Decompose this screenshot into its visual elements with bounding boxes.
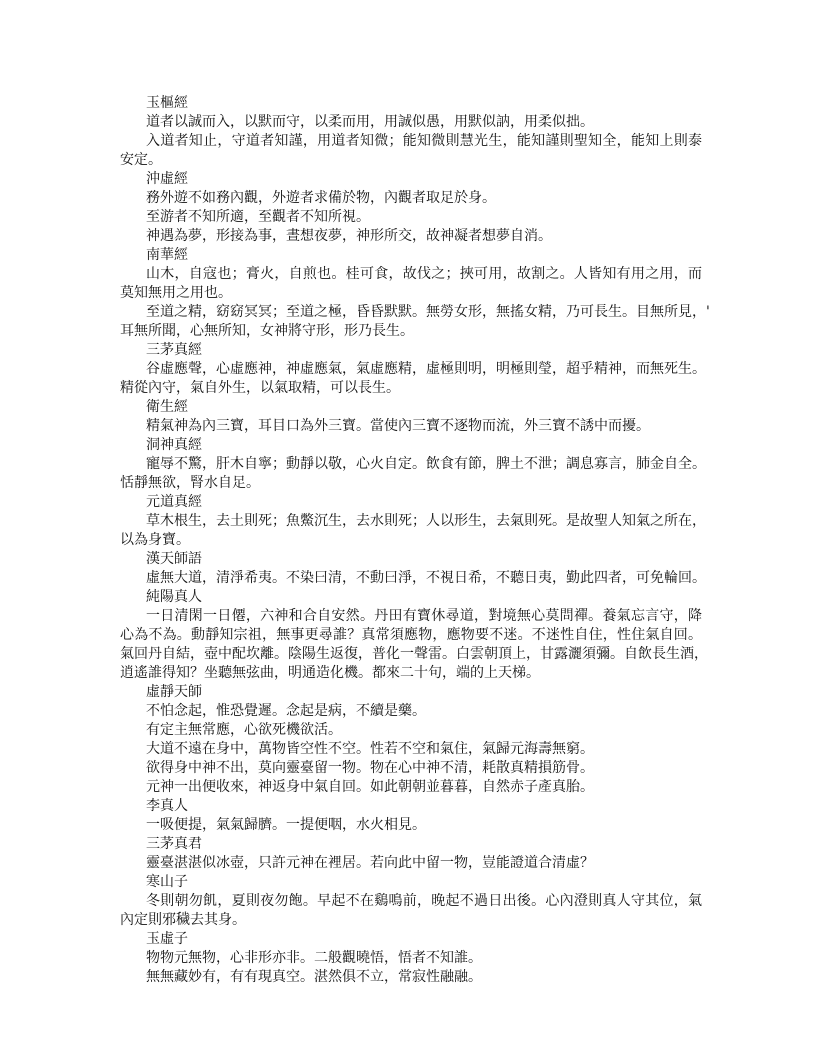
document-page — [120, 94, 710, 987]
section-heading — [120, 683, 702, 702]
text-line: 氣回丹自結，壺中配坎離。陰陽生返復，普化一聲雷。白雲朝頂上，甘露灑須彌。自飲長生酒， — [120, 646, 708, 662]
paragraph — [120, 702, 702, 721]
section-heading — [120, 94, 702, 113]
section-heading — [120, 873, 702, 892]
section-heading — [120, 398, 702, 417]
text-line: 山木，自寇也；膏火，自煎也。桂可食，故伐之；挾可用，故割之。人皆知有用之用，而 — [146, 266, 702, 282]
paragraph — [120, 113, 702, 132]
text-line: 不怕念起，惟恐覺遲。念起是病，不續是藥。 — [146, 703, 426, 719]
paragraph — [120, 816, 702, 835]
text-line: 冬則朝勿飢，夏則夜勿飽。早起不在鷄鳴前，晚起不過日出後。心內澄則真人守其位，氣 — [146, 893, 702, 909]
heading-text: 純陽真人 — [146, 589, 202, 605]
heading-text: 三茅真君 — [146, 836, 202, 852]
section-heading — [120, 493, 702, 512]
text-line: 安定。 — [120, 152, 162, 168]
heading-text: 元道真經 — [146, 494, 202, 510]
heading-text: 南華經 — [146, 247, 188, 263]
paragraph — [120, 189, 702, 208]
text-line: 無無藏妙有，有有現真空。湛然俱不立，常寂性融融。 — [146, 969, 482, 985]
text-line: 內定則邪穢去其身。 — [120, 912, 246, 928]
section-heading — [120, 341, 702, 360]
text-line: 虛無大道，清淨希夷。不染曰清，不動曰淨，不視日希，不聽日夷，勤此四者，可免輪回。 — [146, 570, 706, 586]
section-heading — [120, 170, 702, 189]
paragraph — [120, 417, 702, 436]
section-heading — [120, 930, 702, 949]
heading-text: 玉虛子 — [146, 931, 188, 947]
paragraph — [120, 854, 702, 873]
text-line: 欲得身中神不出，莫向靈臺留一物。物在心中神不清，耗散真精損筋骨。 — [146, 760, 594, 776]
text-line: 物物元無物，心非形亦非。二般觀曉悟，悟者不知誰。 — [146, 950, 482, 966]
heading-text: 洞神真經 — [146, 437, 202, 453]
text-line: 一吸便提，氣氣歸臍。一提便咽，水火相見。 — [146, 817, 426, 833]
heading-text: 沖虛經 — [146, 171, 188, 187]
paragraph — [120, 740, 702, 759]
heading-text: 衛生經 — [146, 399, 188, 415]
text-line: 精氣神為內三寶，耳目口為外三寶。當使內三寶不逐物而流，外三寶不誘中而擾。 — [146, 418, 650, 434]
paragraph — [120, 455, 706, 493]
paragraph — [120, 759, 702, 778]
text-line: 以為身寶。 — [120, 532, 190, 548]
text-line: 逍遙誰得知？坐聽無弦曲，明通造化機。都來二十句，端的上天梯。 — [120, 665, 540, 681]
paragraph — [120, 132, 702, 170]
text-line: 耳無所聞，心無所知，女神將守形，形乃長生。 — [120, 323, 414, 339]
text-line: 至游者不知所適，至觀者不知所視。 — [146, 209, 370, 225]
paragraph — [120, 949, 702, 968]
paragraph — [120, 208, 702, 227]
section-heading — [120, 835, 702, 854]
text-line: 至道之精，窈窈冥冥；至道之極，昏昏默默。無勞女形，無搖女精，乃可長生。目無所見，' — [146, 304, 710, 320]
text-line: 入道者知止，守道者知謹，用道者知微；能知微則慧光生，能知謹則聖知全，能知上則泰 — [146, 133, 702, 149]
paragraph — [120, 778, 702, 797]
text-line: 大道不遠在身中，萬物皆空性不空。性若不空和氣住，氣歸元海壽無窮。 — [146, 741, 594, 757]
text-line: 谷虛應聲，心虛應神，神虛應氣，氣虛應精，虛極則明，明極則瑩，超乎精神，而無死生。 — [146, 361, 706, 377]
paragraph — [120, 892, 702, 930]
paragraph — [120, 265, 702, 303]
paragraph — [120, 569, 706, 588]
text-line: 草木根生，去土則死；魚鱉沉生，去水則死；人以形生，去氣則死。是故聖人知氣之所在， — [146, 513, 706, 529]
heading-text: 李真人 — [146, 798, 188, 814]
text-line: 有定主無常應，心欲死機欲活。 — [146, 722, 342, 738]
text-line: 恬靜無欲，腎水自足。 — [120, 475, 260, 491]
text-line: 莫知無用之用也。 — [120, 285, 232, 301]
heading-text: 寒山子 — [146, 874, 188, 890]
text-line: 務外遊不如務內觀，外遊者求備於物，內觀者取足於身。 — [146, 190, 496, 206]
paragraph — [120, 303, 710, 341]
text-line: 一日清閑一日僊，六神和合自安然。丹田有寶休尋道，對境無心莫問禪。養氣忘言守，降 — [146, 608, 702, 624]
section-heading — [120, 588, 702, 607]
section-heading — [120, 550, 702, 569]
paragraph — [120, 968, 702, 987]
paragraph — [120, 721, 702, 740]
text-line: 道者以誠而入，以默而守，以柔而用，用誠似愚，用默似訥，用柔似拙。 — [146, 114, 594, 130]
heading-text: 玉樞經 — [146, 95, 188, 111]
heading-text: 三茅真經 — [146, 342, 202, 358]
heading-text: 漢天師語 — [146, 551, 202, 567]
paragraph — [120, 227, 702, 246]
text-line: 靈臺湛湛似冰壺，只許元神在裡居。若向此中留一物，豈能證道合清虛？ — [146, 855, 594, 871]
section-heading — [120, 246, 702, 265]
paragraph — [120, 360, 706, 398]
section-heading — [120, 436, 702, 455]
text-line: 寵辱不驚，肝木自寧；動靜以敬，心火自定。飲食有節，脾土不泄；調息寡言，肺金自全。 — [146, 456, 706, 472]
text-line: 心為不為。動靜知宗祖，無事更尋誰？真常須應物，應物要不迷。不迷性自住，性住氣自回。 — [120, 627, 702, 643]
paragraph — [120, 607, 708, 683]
heading-text: 虛靜天師 — [146, 684, 202, 700]
section-heading — [120, 797, 702, 816]
text-line: 神遇為夢，形接為事，晝想夜夢，神形所交，故神凝者想夢自消。 — [146, 228, 552, 244]
text-line: 元神一出便收來，神返身中氣自回。如此朝朝並暮暮，自然赤子產真胎。 — [146, 779, 594, 795]
paragraph — [120, 512, 706, 550]
text-line: 精從內守，氣自外生，以氣取精，可以長生。 — [120, 380, 400, 396]
